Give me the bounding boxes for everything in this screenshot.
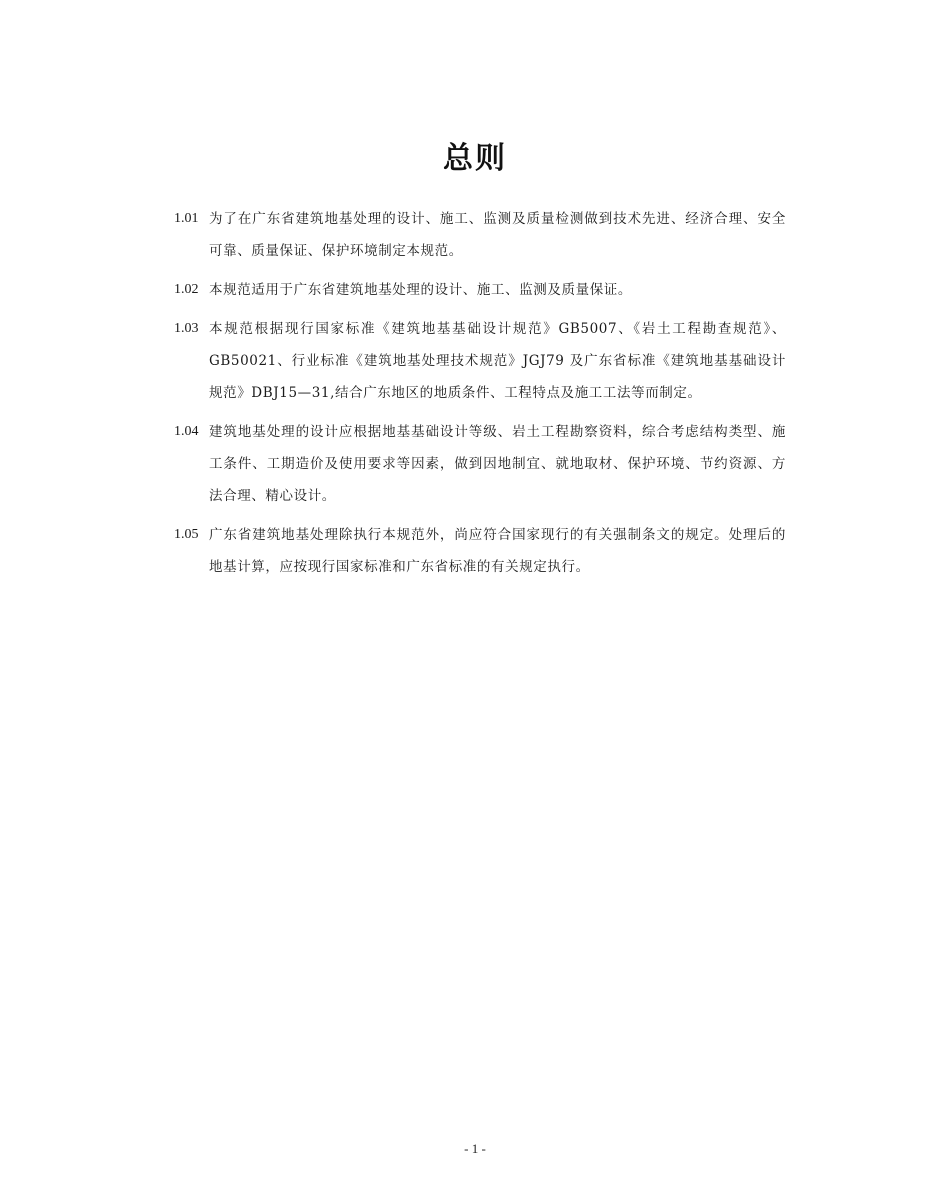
clause-1-01 (174, 203, 786, 267)
clause-1-02 (174, 274, 786, 306)
clause-text: 广东省建筑地基处理除执行本规范外，尚应符合国家现行的有关强制条文的规定。处理后的地基计算，应按现行国家标准和广东省标准的有关规定执行。 (209, 527, 786, 575)
clause-number: 1.02 (174, 282, 199, 297)
page-number: - 1 - (464, 1141, 486, 1156)
clause-1-04 (174, 416, 786, 512)
clause-number: 1.05 (174, 527, 199, 542)
clause-number: 1.01 (174, 211, 199, 226)
clause-number: 1.03 (174, 321, 199, 336)
clause-text: 建筑地基处理的设计应根据地基基础设计等级、岩土工程勘察资料，综合考虑结构类型、施工条件、工期造价及使用要求等因素，做到因地制宜、就地取材、保护环境、节约资源、方法合理、精心设计。 (209, 424, 786, 504)
clause-list (174, 203, 786, 590)
clause-1-05 (174, 519, 786, 583)
clause-number: 1.04 (174, 424, 199, 439)
page-title: 总则 (443, 141, 507, 176)
clause-1-03 (174, 313, 786, 409)
clause-text: 本规范适用于广东省建筑地基处理的设计、施工、监测及质量保证。 (209, 282, 632, 298)
clause-text: 本规范根据现行国家标准《建筑地基基础设计规范》GB5007、《岩土工程勘查规范》、GB50021、行业标准《建筑地基处理技术规范》JGJ79 及广东省标准《建筑地基基础设计规范》DBJ15—31,结合广东地区的地质条件、工程特点及施工工法等而制定。 (209, 321, 786, 401)
clause-text: 为了在广东省建筑地基处理的设计、施工、监测及质量检测做到技术先进、经济合理、安全可靠、质量保证、保护环境制定本规范。 (209, 211, 786, 259)
